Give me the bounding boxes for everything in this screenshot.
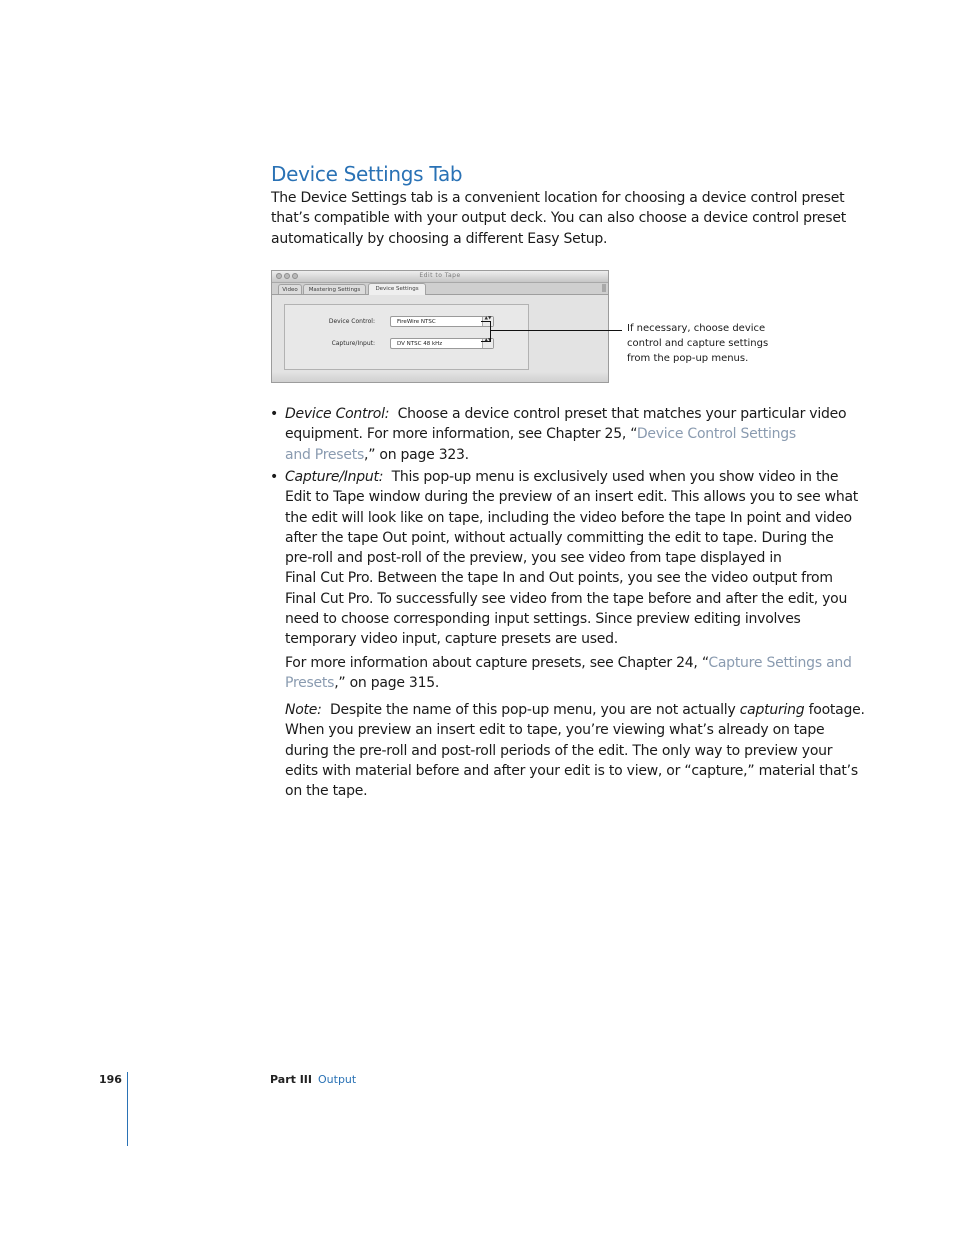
body-line: For more information about capture presets, see Chapter 24, “ [285, 655, 709, 671]
body-line: When you preview an insert edit to tape, you’re viewing what’s already on tape [285, 722, 825, 739]
body-line: the edit will look like on tape, including the video before the tape In point and video [285, 509, 852, 526]
window-titlebar [272, 271, 608, 283]
capture-settings-link[interactable]: Capture Settings and [708, 655, 852, 671]
intro-line: automatically by choosing a different Easy Setup. [271, 230, 608, 247]
section-heading: Device Settings Tab [271, 162, 463, 186]
body-line: temporary video input, capture presets are used. [285, 631, 618, 648]
body-line: on the tape. [285, 783, 368, 800]
device-control-settings-link[interactable]: Device Control Settings [636, 426, 796, 443]
window-title: Edit to Tape [419, 272, 461, 279]
body-line: ,” on page 315. [334, 675, 440, 692]
footer-part: Part III [270, 1073, 312, 1086]
device-control-label: Device Control: [328, 318, 375, 325]
capture-input-value: DV NTSC 48 kHz [397, 341, 443, 347]
capture-input-label: Capture/Input: [331, 340, 375, 347]
device-control-settings-link-cont[interactable]: and Presets [285, 446, 364, 463]
edit-to-tape-window [271, 270, 609, 383]
page-number: 196 [99, 1073, 122, 1086]
device-control-value: FireWire NTSC [397, 319, 436, 325]
body-line: Final Cut Pro. Between the tape In and Out points, you see the video output from [285, 570, 833, 587]
body-line: Choose a device control preset that matches your particular video [397, 406, 847, 422]
tab-mastering-settings: Mastering Settings [303, 284, 366, 294]
popup-arrows-icon: ▲▼ [482, 339, 493, 348]
note-paragraph [285, 700, 865, 801]
callout-line: from the pop-up menus. [627, 353, 749, 364]
intro-paragraph [271, 188, 846, 249]
device-settings-panel [284, 304, 529, 370]
bullet-marker: • [270, 469, 279, 485]
body-line: after the tape Out point, without actually committing the edit to tape. During the [285, 529, 834, 546]
footer-section-link[interactable]: Output [318, 1073, 357, 1086]
more-info-paragraph [285, 653, 852, 694]
body-line: footage. [804, 702, 865, 718]
capture-input-term: Capture/Input: [285, 469, 384, 485]
intro-line: that’s compatible with your output deck. You can also choose a device control preset [271, 210, 846, 227]
note-label: Note: [285, 702, 322, 718]
body-line: Edit to Tape window during the preview of an insert edit. This allows you to see what [285, 489, 859, 506]
tab-device-settings: Device Settings [368, 283, 426, 295]
capture-settings-link-cont[interactable]: Presets [285, 675, 335, 692]
intro-line: The Device Settings tab is a convenient location for choosing a device control preset [271, 190, 845, 206]
figure-callout [627, 321, 787, 366]
bullet-marker: • [270, 406, 279, 422]
body-line: equipment. For more information, see Chapter 25, “ [285, 426, 637, 443]
tab-bar [272, 283, 608, 295]
callout-bracket [481, 321, 491, 342]
body-line: This pop-up menu is exclusively used when you show video in the [391, 469, 839, 485]
scrollbar-stub-icon [602, 284, 606, 292]
body-line: during the pre-roll and post-roll periods of the edit. The only way to preview your [285, 742, 833, 759]
body-line: edits with material before and after your edit is to view, or “capture,” material that’s [285, 762, 858, 779]
capture-input-popup [390, 338, 494, 349]
note-emphasis: capturing [739, 702, 805, 718]
body-line: pre-roll and post-roll of the preview, you see video from tape displayed in [285, 550, 782, 567]
callout-line: If necessary, choose device [627, 323, 766, 334]
capture-input-paragraph [285, 467, 858, 650]
body-line: ,” on page 323. [364, 446, 469, 463]
device-control-term: Device Control: [285, 406, 390, 422]
footer-rule [127, 1072, 128, 1146]
body-line: need to choose corresponding input settings. Since preview editing involves [285, 611, 801, 628]
body-line: Despite the name of this pop-up menu, you are not actually [330, 702, 740, 718]
tab-video: Video [278, 284, 302, 294]
window-bottom-edge [272, 372, 608, 382]
body-line: Final Cut Pro. To successfully see video from the tape before and after the edit, you [285, 590, 848, 607]
device-control-popup [390, 316, 494, 327]
callout-leader-line [490, 330, 622, 331]
popup-arrows-icon: ▲▼ [482, 317, 493, 326]
device-control-paragraph [285, 404, 846, 465]
callout-line: control and capture settings [627, 338, 769, 349]
